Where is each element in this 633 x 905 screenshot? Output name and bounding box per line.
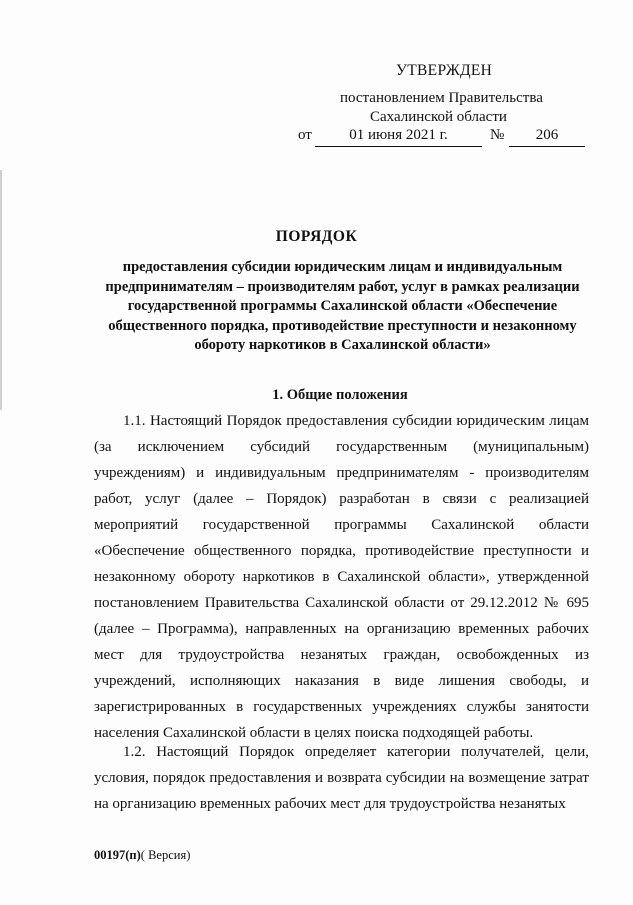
approval-title: УТВЕРЖДЕН	[396, 62, 493, 79]
document-code: 00197(п)	[94, 848, 141, 862]
approval-date-row	[290, 125, 610, 147]
approval-region: Сахалинской области	[370, 109, 507, 125]
document-title: ПОРЯДОК	[275, 228, 358, 245]
approval-authority: постановлением Правительства	[340, 90, 543, 106]
date-from-label: от	[298, 127, 312, 143]
scan-edge-mark	[0, 170, 2, 410]
number-label: №	[490, 127, 505, 143]
paragraph-text: 1.2. Настоящий Порядок определяет категории получателей, цели, условия, порядок предоставления и возврата субсидии на возмещение затрат на организацию временных рабочих мест для трудоустройства незанятых	[94, 744, 589, 812]
approval-date: 01 июня 2021 г.	[315, 125, 482, 147]
paragraph-1-1	[94, 408, 589, 746]
section-title: 1. Общие положения	[272, 387, 408, 403]
document-footer	[94, 848, 190, 863]
approval-number: 206	[509, 125, 585, 147]
paragraph-1-2	[94, 739, 589, 817]
paragraph-text: 1.1. Настоящий Порядок предоставления субсидии юридическим лицам (за исключением субсидий государственным (муниципальным) учреждениям) и индивидуальным предпринимателям - производителям работ, услуг (далее – Порядок) разработан в связи с реализацией мероприятий государственной программы Сахалинской области «Обеспечение общественного порядка, противодействие преступности и незаконному обороту наркотиков в Сахалинской области», утвержденной постановлением Правительства Сахалинской области от 29.12.2012 № 695 (далее – Программа), направленных на организацию временных рабочих мест для трудоустройства незанятых граждан, освобожденных из учреждений, исполняющих наказания в виде лишения свободы, и зарегистрированных в государственных учреждениях службы занятости населения Сахалинской области в целях поиска подходящей работы.	[94, 413, 589, 741]
document-version: ( Версия)	[140, 848, 191, 862]
document-subtitle: предоставления субсидии юридическим лицам и индивидуальным предпринимателям – производителям работ, услуг в рамках реализации государственной программы Сахалинской области «Обеспечение общественного порядка, противодействие преступности и незаконному обороту наркотиков в Сахалинской области»	[105, 259, 580, 353]
